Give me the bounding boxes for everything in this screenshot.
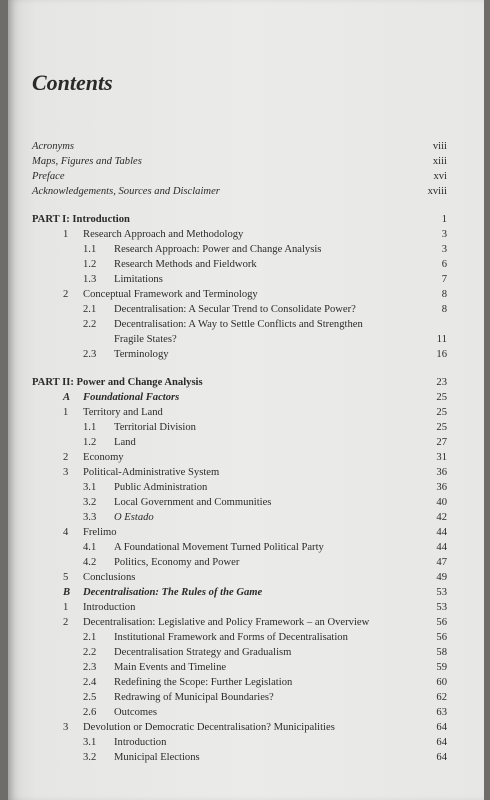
toc-entry-number: 2.5 [83, 692, 97, 703]
toc-entry-label: Decentralisation: The Rules of the Game [83, 587, 263, 598]
toc-entry-number: 3.2 [83, 752, 97, 763]
toc-entry-label: Acknowledgements, Sources and Disclaimer [32, 186, 220, 197]
toc-entry-number: 3 [63, 722, 69, 733]
toc-entry-label: Redefining the Scope: Further Legislation [114, 677, 293, 688]
toc-entry-page: 3 [441, 229, 447, 240]
toc-entry-number: 1 [63, 229, 69, 240]
toc-entry-page: 36 [436, 467, 447, 478]
toc-entry-number: A [63, 392, 71, 403]
toc-entry-label: Preface [32, 171, 65, 182]
toc-entry-number: 4 [63, 527, 69, 538]
toc-entry-number: 2 [63, 617, 69, 628]
toc-entry-number: 1.2 [83, 259, 97, 270]
toc-entry-number: 2 [63, 452, 69, 463]
toc-entry-label: Maps, Figures and Tables [32, 156, 142, 167]
toc-entry-page: 31 [436, 452, 447, 463]
toc-entry-page: 64 [436, 752, 447, 763]
toc-entry-page: 25 [436, 392, 447, 403]
toc-entry-label: Local Government and Communities [114, 497, 272, 508]
toc-entry-label: Main Events and Timeline [114, 662, 227, 673]
toc-entry-page: 64 [436, 722, 447, 733]
toc-entry-page: 6 [441, 259, 447, 270]
toc-entry-page: 8 [441, 304, 447, 315]
toc-entry-page: 64 [436, 737, 447, 748]
toc-entry-label: Frelimo [83, 527, 117, 538]
toc-entry-label: PART II: Power and Change Analysis [32, 377, 203, 388]
toc-entry-number: 1.2 [83, 437, 97, 448]
page-title: Contents [32, 70, 113, 95]
toc-entry-label: Municipal Elections [114, 752, 200, 763]
toc-entry-number: 3.1 [83, 482, 97, 493]
toc-entry-number: 3 [63, 467, 69, 478]
toc-entry-number: 1.1 [83, 422, 97, 433]
toc-entry-label: Foundational Factors [83, 392, 180, 403]
toc-entry-number: 4.2 [83, 557, 97, 568]
toc-entry-page: xvi [433, 171, 447, 182]
toc-entry-label: Conceptual Framework and Terminology [83, 289, 258, 300]
book-page [8, 0, 484, 800]
toc-entry-page: 8 [441, 289, 447, 300]
table-of-contents [8, 0, 484, 800]
toc-entry-label: Research Methods and Fieldwork [114, 259, 257, 270]
toc-entry-label: Limitations [114, 274, 163, 285]
toc-entry-number: 2.2 [83, 647, 97, 658]
toc-entry-label: Outcomes [114, 707, 157, 718]
toc-entry-number: 1 [63, 602, 69, 613]
toc-entry-number: 2.1 [83, 632, 97, 643]
toc-entry-label: Terminology [114, 349, 169, 360]
toc-entry-page: 56 [436, 632, 447, 643]
toc-entry-label: Acronyms [32, 141, 74, 152]
toc-entry-page: 40 [436, 497, 447, 508]
toc-entry-number: 3.2 [83, 497, 97, 508]
toc-entry-label: Devolution or Democratic Decentralisation? Municipalities [83, 722, 335, 733]
toc-entry-label: Fragile States? [114, 334, 177, 345]
toc-entry-label: Decentralisation: A Secular Trend to Consolidate Power? [114, 304, 356, 315]
toc-entry-label: Politics, Economy and Power [114, 557, 240, 568]
toc-entry-label: Decentralisation: Legislative and Policy Framework – an Overview [83, 617, 370, 628]
toc-entry-page: 53 [436, 587, 447, 598]
toc-entry-number: 2.3 [83, 349, 97, 360]
toc-entry-number: 2.2 [83, 319, 97, 330]
toc-entry-label: O Estado [114, 512, 154, 523]
toc-entry-page: 11 [436, 334, 447, 345]
toc-entry-page: 1 [441, 214, 447, 225]
toc-entry-number: 1 [63, 407, 69, 418]
toc-entry-label: Territory and Land [83, 407, 163, 418]
toc-entry-page: 63 [436, 707, 447, 718]
toc-entry-page: 49 [436, 572, 447, 583]
toc-entry-page: 58 [436, 647, 447, 658]
toc-entry-number: 1.3 [83, 274, 97, 285]
toc-entry-label: Political-Administrative System [83, 467, 220, 478]
toc-entry-page: 36 [436, 482, 447, 493]
toc-entry-page: 44 [436, 542, 447, 553]
toc-entry-page: xviii [427, 186, 447, 197]
toc-entry-page: 25 [436, 407, 447, 418]
toc-entry-page: 56 [436, 617, 447, 628]
toc-entry-label: Introduction [114, 737, 167, 748]
toc-entry-number: 2.4 [83, 677, 97, 688]
toc-entry-label: Redrawing of Municipal Boundaries? [114, 692, 274, 703]
toc-entry-page: 3 [441, 244, 447, 255]
toc-entry-label: Decentralisation: A Way to Settle Conflicts and Strengthen [114, 319, 363, 330]
toc-entry-label: Decentralisation Strategy and Gradualism [114, 647, 292, 658]
toc-entry-number: 5 [63, 572, 69, 583]
toc-entry-page: xiii [432, 156, 447, 167]
toc-entry-number: 2.3 [83, 662, 97, 673]
toc-entry-label: Conclusions [83, 572, 136, 583]
toc-entry-number: 1.1 [83, 244, 97, 255]
toc-entry-label: Research Approach: Power and Change Analysis [114, 244, 322, 255]
toc-entry-label: Introduction [83, 602, 136, 613]
toc-entry-page: 59 [436, 662, 447, 673]
toc-entry-page: 47 [436, 557, 447, 568]
toc-entry-label: Land [114, 437, 136, 448]
toc-entry-page: 60 [436, 677, 447, 688]
toc-entry-number: 2.6 [83, 707, 97, 718]
toc-entry-label: Research Approach and Methodology [83, 229, 244, 240]
toc-entry-number: 4.1 [83, 542, 97, 553]
toc-entry-page: 7 [441, 274, 447, 285]
toc-entry-page: 62 [436, 692, 447, 703]
toc-entry-page: viii [432, 141, 447, 152]
toc-entry-page: 42 [436, 512, 447, 523]
toc-entry-page: 16 [436, 349, 447, 360]
toc-entry-number: 3.1 [83, 737, 97, 748]
toc-entry-number: 3.3 [83, 512, 97, 523]
toc-entry-label: Public Administration [114, 482, 208, 493]
toc-entry-number: 2 [63, 289, 69, 300]
toc-entry-page: 44 [436, 527, 447, 538]
toc-entry-label: Economy [83, 452, 124, 463]
toc-entry-page: 23 [436, 377, 447, 388]
toc-entry-label: PART I: Introduction [32, 214, 130, 225]
toc-entry-number: 2.1 [83, 304, 97, 315]
toc-entry-page: 25 [436, 422, 447, 433]
toc-entry-page: 27 [436, 437, 447, 448]
toc-entry-number: B [63, 587, 71, 598]
toc-entry-page: 53 [436, 602, 447, 613]
toc-entry-label: Institutional Framework and Forms of Decentralisation [114, 632, 348, 643]
toc-entry-label: Territorial Division [114, 422, 196, 433]
toc-entry-label: A Foundational Movement Turned Political Party [114, 542, 324, 553]
